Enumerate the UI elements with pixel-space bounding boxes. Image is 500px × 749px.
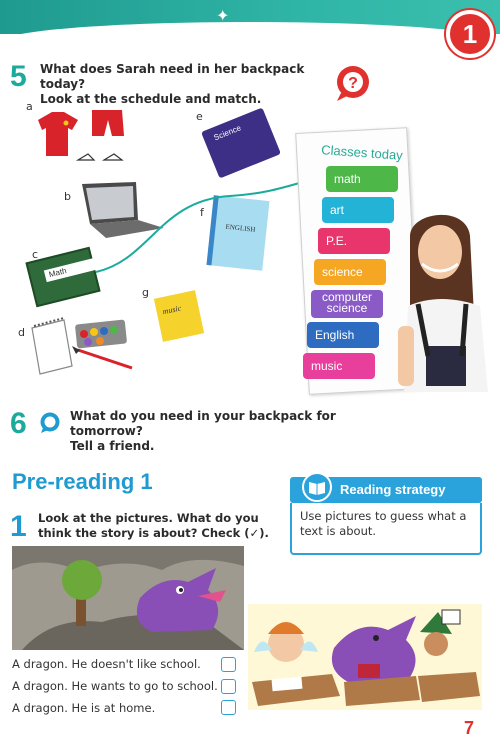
math-book-label: Math [44, 258, 97, 282]
art-supplies-illustration [28, 316, 138, 380]
prereading-exercise-1-line2: think the story is about? Check (✓). [38, 526, 269, 540]
subject-english: English [307, 322, 379, 348]
svg-text:?: ? [348, 75, 358, 92]
letter-e: e [196, 110, 203, 123]
prereading-exercise-1-line1: Look at the pictures. What do you [38, 511, 259, 525]
subject-music: music [303, 353, 375, 379]
sparkle-icon: ✦ [216, 6, 230, 25]
subject-science: science [314, 259, 386, 285]
letter-g: g [142, 286, 149, 299]
subject-computer-science-line1: computer [321, 290, 373, 304]
dragon-classroom-picture [248, 604, 482, 710]
exercise-6-instruction [70, 409, 390, 454]
option-1-checkbox[interactable] [221, 657, 236, 672]
reading-strategy-text: Use pictures to guess what a text is about. [300, 509, 467, 538]
science-book-label: Science [212, 123, 243, 143]
unit-badge: 1 [446, 10, 494, 58]
music-book [154, 290, 204, 342]
subject-computer-science [311, 290, 383, 318]
exercise-5-number: 5 [10, 60, 27, 93]
subject-computer-science-line2: science [326, 301, 368, 315]
exercise-6-instruction-line2: Tell a friend. [70, 439, 155, 453]
option-3-text: A dragon. He is at home. [12, 701, 156, 715]
subject-math: math [326, 166, 398, 192]
option-2-text: A dragon. He wants to go to school. [12, 679, 218, 693]
exercise-6-number: 6 [10, 407, 27, 440]
letter-a: a [26, 100, 33, 113]
classes-today-title: Classes today [320, 142, 404, 163]
page-number: 7 [464, 718, 475, 738]
sarah-illustration [396, 206, 492, 392]
option-1-text: A dragon. He doesn't like school. [12, 657, 201, 671]
letter-b: b [64, 190, 71, 203]
exercise-6-instruction-line1: What do you need in your backpack for tomorrow? [70, 409, 336, 438]
speech-bubble-icon [38, 412, 62, 434]
open-book-icon [302, 472, 332, 502]
letter-d: d [18, 326, 25, 339]
exercise-5-instruction-line2: Look at the schedule and match. [40, 92, 262, 106]
pre-reading-title: Pre-reading 1 [12, 469, 153, 494]
option-3-checkbox[interactable] [221, 700, 236, 715]
letter-f: f [200, 206, 204, 219]
english-book-label: ENGLISH [225, 222, 256, 234]
exercise-5-instruction-line1: What does Sarah need in her backpack today? [40, 62, 305, 91]
prereading-exercise-1-number: 1 [10, 510, 27, 543]
prereading-exercise-1-instruction [38, 511, 278, 541]
option-2-checkbox[interactable] [221, 679, 236, 694]
reading-strategy-header: Reading strategy [290, 477, 482, 503]
music-book-label: music [161, 303, 182, 317]
subject-art: art [322, 197, 394, 223]
dragon-cave-picture [12, 546, 244, 650]
letter-c: c [32, 248, 39, 261]
subject-pe: P.E. [318, 228, 390, 254]
